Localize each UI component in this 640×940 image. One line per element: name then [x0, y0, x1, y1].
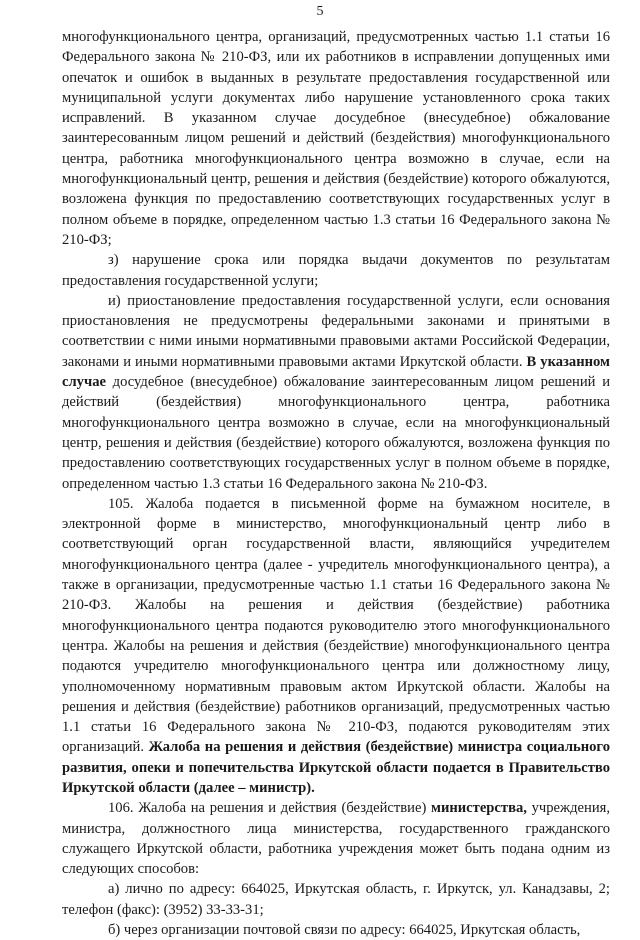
paragraph-z: з) нарушение срока или порядка выдачи документов по результатам предоставления государственной услуги; [62, 252, 610, 289]
paragraph-i-text-end: досудебное (внесудебное) обжалование заинтересованным лицом решений и действий (бездействия) многофункционального центра, работника многофункционального центра возможно в случае, если на многофункциональный центр, решения и действия (бездействие) которого обжалуются, возложена функция по предоставлению соответствующих государственных услуг в полном объеме в порядке, определенном частью 1.3 статьи 16 Федерального закона № 210-ФЗ. [62, 374, 610, 492]
paragraph-106 [62, 798, 610, 879]
paragraph-105 [62, 494, 610, 798]
paragraph-105-text: 105. Жалоба подается в письменной форме на бумажном носителе, в электронной форме в министерство, многофункциональный центр либо в соответствующий орган государственной власти, являющийся учредителем многофункционального центра (далее - учредитель многофункционального центра), а также в организации, предусмотренные частью 1.1 статьи 16 Федерального закона № 210-ФЗ. Жалобы на решения и действия (бездействие) работника многофункционального центра подаются руководителю этого многофункционального центра. Жалобы на решения и действия (бездействие) многофункционального центра подаются учредителю многофункционального центра или должностному лицу, уполномоченному нормативным правовым актом Иркутской области. Жалобы на решения и действия (бездействие) работников организаций, предусмотренных частью 1.1 статьи 16 Федерального закона № 210-ФЗ, подаются руководителям этих организаций. [62, 495, 610, 756]
paragraph-106-bold: министерства, [431, 800, 527, 817]
paragraph-b: б) через организации почтовой связи по адресу: 664025, Иркутская область, [108, 922, 581, 939]
paragraph-105-bold: Жалоба на решения и действия (бездействие) министра социального развития, опеки и попечительства Иркутской области подается в Правительство Иркутской области (далее – министр). [62, 739, 610, 796]
page-number: 5 [316, 4, 324, 19]
paragraph-106-text-end: учреждения, министра, должностного лица министерства, государственного гражданского служащего Иркутской области, работника учреждения может быть подана одним из следующих способов: [62, 800, 610, 878]
document-body [62, 27, 610, 940]
paragraph-continuation: многофункционального центра, организаций, предусмотренных частью 1.1 статьи 16 Федерального закона № 210-ФЗ, или их работников в исправлении допущенных ими опечаток и ошибок в выданных в результате предоставления государственной или муниципальной услуги документах либо нарушение установленного срока таких исправлений. В указанном случае досудебное (внесудебное) обжалование заинтересованным лицом решений и действий (бездействия) многофункционального центра, работника многофункционального центра возможно в случае, если на многофункциональный центр, решения и действия (бездействие) которого обжалуются, возложена функция по предоставлению соответствующих государственных услуг в полном объеме в порядке, определенном частью 1.3 статьи 16 Федерального закона № 210-ФЗ; [62, 29, 610, 248]
paragraph-106-text-start: 106. Жалоба на решения и действия (бездействие) [108, 800, 432, 817]
paragraph-i [62, 291, 610, 494]
paragraph-i-text-start: и) приостановление предоставления государственной услуги, если основания приостановления не предусмотрены федеральными законами и принятыми в соответствии с ними иными нормативными правовыми актами Российской Федерации, законами и иными нормативными правовыми актами Иркутской области. [62, 292, 610, 370]
paragraph-i-bold: В указанном случае [62, 353, 610, 391]
paragraph-a: а) лично по адресу: 664025, Иркутская область, г. Иркутск, ул. Канадзавы, 2; телефон (факс): (3952) 33-33-31; [62, 881, 610, 918]
